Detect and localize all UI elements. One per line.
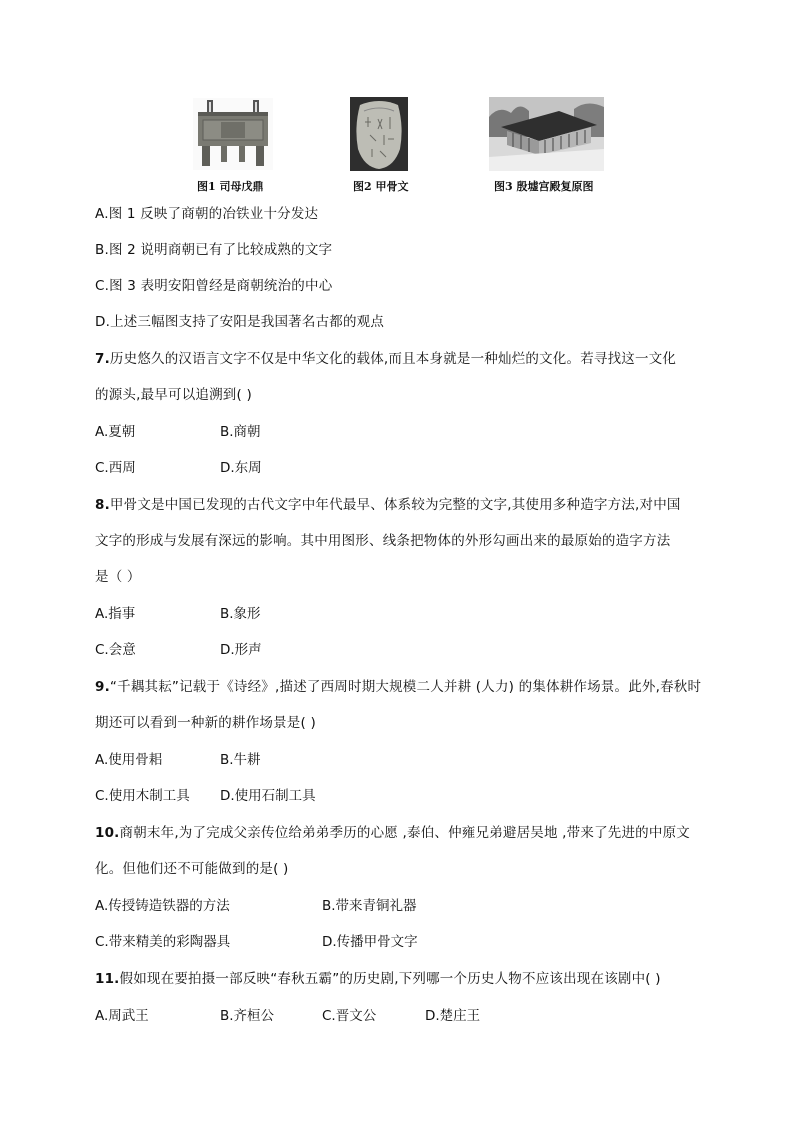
- q7-option-d: D.东周: [220, 460, 262, 476]
- q10-option-d: D.传播甲骨文字: [322, 934, 418, 950]
- q9-stem-line-2: 期还可以看到一种新的耕作场景是( ): [95, 715, 316, 731]
- q11-number: 11.: [95, 971, 120, 987]
- q7-option-b: B.商朝: [220, 424, 261, 440]
- q9-option-b: B.牛耕: [220, 752, 261, 768]
- figure-2-caption: 图2 甲骨文: [353, 180, 409, 193]
- oracle-bone-icon: [350, 97, 408, 171]
- q7-option-a: A.夏朝: [95, 424, 136, 440]
- q11-option-d: D.楚庄王: [425, 1008, 481, 1024]
- q10-text-1: 商朝末年,为了完成父亲传位给弟弟季历的心愿 ,泰伯、仲雍兄弟避居吴地 ,带来了先进的中原文: [119, 825, 690, 841]
- q7-stem-line-1: [95, 347, 676, 367]
- q11-option-a: A.周武王: [95, 1008, 149, 1024]
- q10-stem-line-1: [95, 821, 690, 841]
- q6-option-c: C.图 3 表明安阳曾经是商朝统治的中心: [95, 278, 333, 294]
- q8-option-a: A.指事: [95, 606, 136, 622]
- q10-stem-line-2: 化。但他们还不可能做到的是( ): [95, 861, 289, 877]
- q10-number: 10.: [95, 825, 120, 841]
- q8-number: 8.: [95, 497, 110, 513]
- q9-stem-line-1: [95, 675, 701, 695]
- q11-option-c: C.晋文公: [322, 1008, 377, 1024]
- q8-option-d: D.形声: [220, 642, 262, 658]
- q8-option-b: B.象形: [220, 606, 261, 622]
- palace-icon: [489, 97, 604, 171]
- ding-vessel-icon: [193, 98, 273, 170]
- q9-number: 9.: [95, 679, 110, 695]
- figure-3-caption: 图3 殷墟宫殿复原图: [494, 180, 594, 193]
- q10-option-b: B.带来青铜礼器: [322, 898, 417, 914]
- q7-option-c: C.西周: [95, 460, 136, 476]
- q10-option-c: C.带来精美的彩陶器具: [95, 934, 231, 950]
- q7-stem-line-2: 的源头,最早可以追溯到( ): [95, 387, 252, 403]
- q6-option-d: D.上述三幅图支持了安阳是我国著名古都的观点: [95, 314, 385, 330]
- figure-1-caption: 图1 司母戊鼎: [197, 180, 264, 193]
- q8-option-c: C.会意: [95, 642, 136, 658]
- q9-option-c: C.使用木制工具: [95, 788, 190, 804]
- q8-stem-line-3: 是（ ）: [95, 569, 141, 585]
- figure-3-image: [489, 97, 604, 171]
- q8-stem-line-2: 文字的形成与发展有深远的影响。其中用图形、线条把物体的外形勾画出来的最原始的造字方法: [95, 533, 671, 549]
- q10-option-a: A.传授铸造铁器的方法: [95, 898, 230, 914]
- q8-stem-line-1: [95, 493, 681, 513]
- q6-option-b: B.图 2 说明商朝已有了比较成熟的文字: [95, 242, 333, 258]
- q8-text-1: 甲骨文是中国已发现的古代文字中年代最早、体系较为完整的文字,其使用多种造字方法,对中国: [109, 497, 681, 513]
- q11-stem-line-1: [95, 967, 661, 987]
- figure-1-image: [193, 98, 273, 170]
- q9-option-a: A.使用骨耜: [95, 752, 163, 768]
- figure-2-image: [350, 97, 408, 171]
- q7-text-1: 历史悠久的汉语言文字不仅是中华文化的载体,而且本身就是一种灿烂的文化。若寻找这一文化: [109, 351, 677, 367]
- q7-number: 7.: [95, 351, 110, 367]
- q9-text-1: “千耦其耘”记载于《诗经》,描述了西周时期大规模二人并耕 (人力) 的集体耕作场景。此外,春秋时: [109, 679, 702, 695]
- q11-option-b: B.齐桓公: [220, 1008, 275, 1024]
- q6-option-a: A.图 1 反映了商朝的冶铁业十分发达: [95, 206, 319, 222]
- q9-option-d: D.使用石制工具: [220, 788, 316, 804]
- q11-text-1: 假如现在要拍摄一部反映“春秋五霸”的历史剧,下列哪一个历史人物不应该出现在该剧中( ): [119, 971, 661, 987]
